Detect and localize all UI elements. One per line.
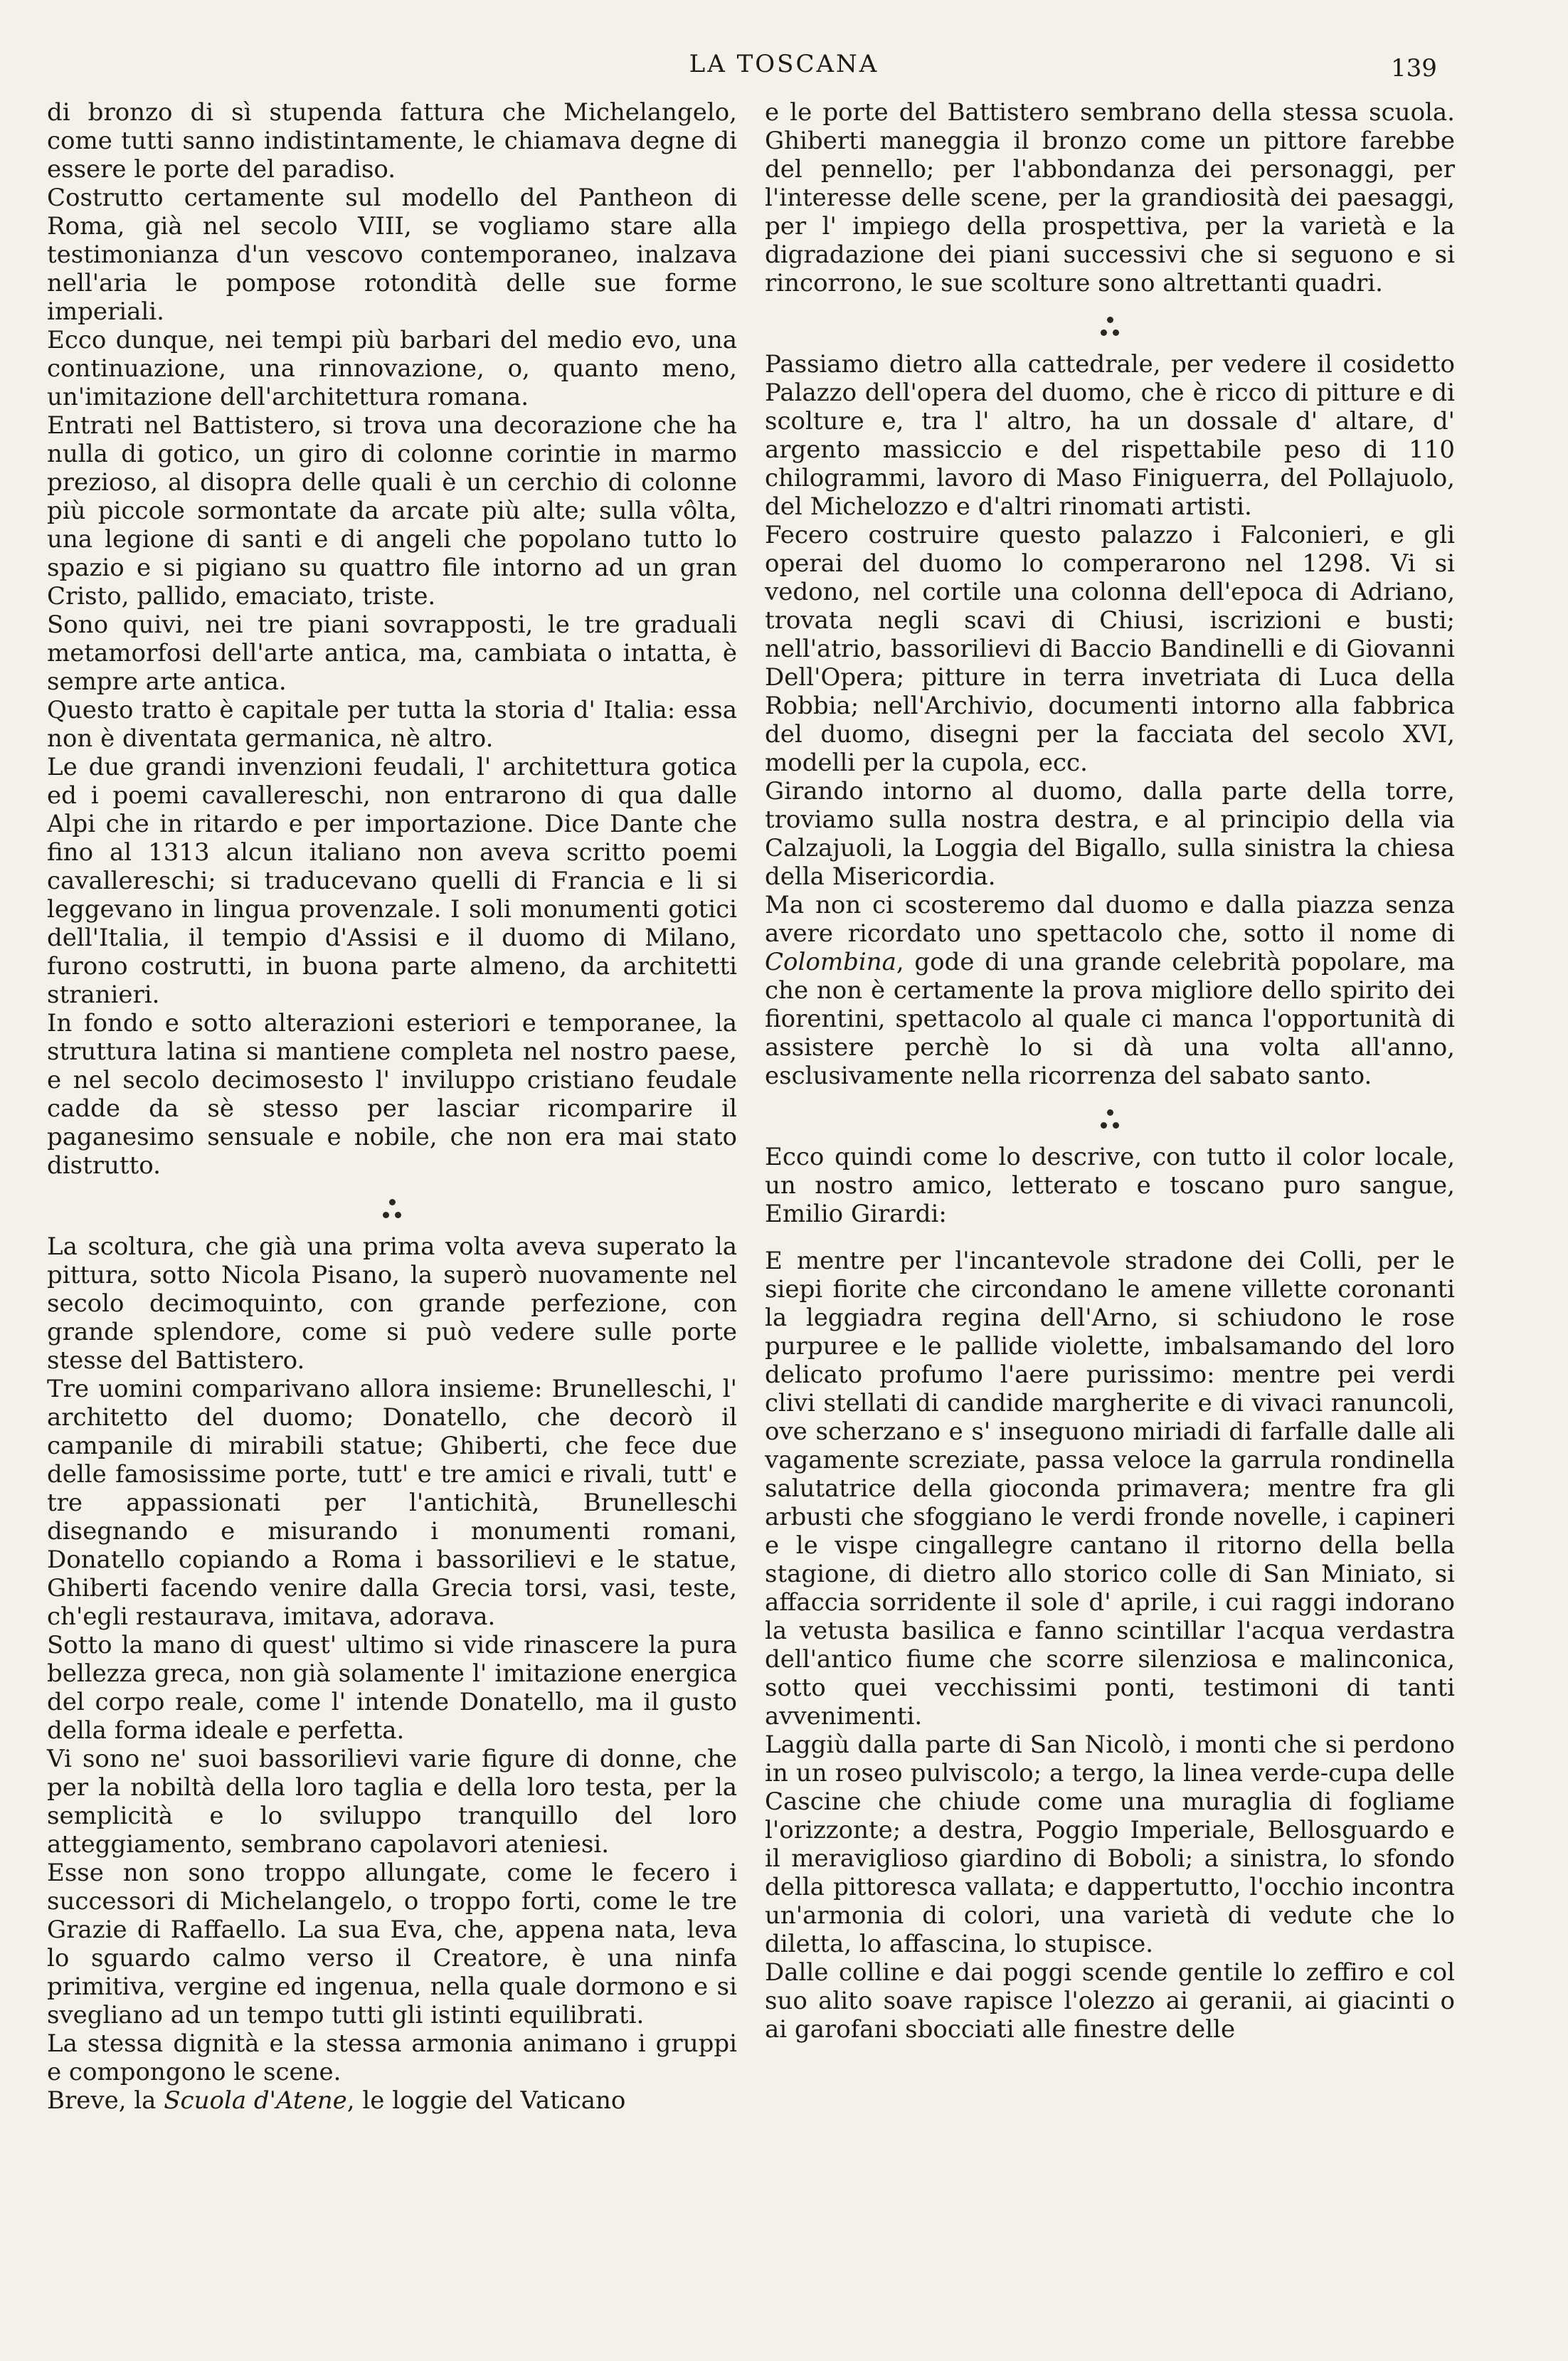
paragraph: Ecco quindi come lo descrive, con tutto il color locale, un nostro amico, letterato e toscano puro sangue, Emilio Girardi: bbox=[765, 1143, 1455, 1228]
italic-title: Scuola d'Atene bbox=[164, 2086, 347, 2115]
ornament-dot-icon bbox=[389, 1199, 396, 1205]
paragraph: Questo tratto è capitale per tutta la storia d' Italia: essa non è diventata germanica, nè altro. bbox=[47, 696, 737, 753]
paragraph: Esse non sono troppo allungate, come le fecero i successori di Michelangelo, o troppo forti, come le tre Grazie di Raffaello. La sua Eva, che, appena nata, leva lo sguardo calmo verso il Creatore, è una ninfa primitiva, vergine ed ingenua, nella quale dormono e si svegliano ad un tempo tutti gli istinti equilibrati. bbox=[47, 1859, 737, 2029]
paragraph: Sono quivi, nei tre piani sovrapposti, le tre graduali metamorfosi dell'arte antica, ma, cambiata o intatta, è sempre arte antica. bbox=[47, 611, 737, 696]
italic-name: Colombina bbox=[765, 948, 896, 976]
right-column bbox=[765, 98, 1455, 2044]
paragraph: Entrati nel Battistero, si trova una decorazione che ha nulla di gotico, un giro di colonne corintie in marmo prezioso, al disopra delle quali è un cerchio di colonne più piccole sormontate da arcate più alte; sulla vôlta, una legione di santi e di angeli che popolano tutto lo spazio e si pigiano su quattro file intorno ad un gran Cristo, pallido, emaciato, triste. bbox=[47, 411, 737, 611]
paragraph: Vi sono ne' suoi bassorilievi varie figure di donne, che per la nobiltà della loro taglia e della loro testa, per la semplicità e lo sviluppo tranquillo del loro atteggiamento, sembrano capolavori ateniesi. bbox=[47, 1745, 737, 1859]
ornament-dot-icon bbox=[1101, 329, 1107, 336]
quote-paragraph: Dalle colline e dai poggi scende gentile lo zeffiro e col suo alito soave rapisce l'olezzo ai geranii, ai giacinti o ai garofani sbocciati alle finestre delle bbox=[765, 1958, 1455, 2044]
ornament-dot-icon bbox=[1107, 317, 1113, 323]
paragraph bbox=[47, 2086, 737, 2115]
text-run: Ma non ci scosteremo dal duomo e dalla piazza senza avere ricordato uno spettacolo che, sotto il nome di bbox=[765, 891, 1455, 948]
ornament-dot-icon bbox=[1113, 1122, 1119, 1129]
paragraph: Girando intorno al duomo, dalla parte della torre, troviamo sulla nostra destra, e al principio della via Calzajuoli, la Loggia del Bigallo, sulla sinistra la chiesa della Misericordia. bbox=[765, 777, 1455, 891]
paragraph: La stessa dignità e la stessa armonia animano i gruppi e compongono le scene. bbox=[47, 2029, 737, 2086]
section-separator bbox=[47, 1194, 737, 1220]
ornament-dot-icon bbox=[1101, 1122, 1107, 1129]
section-separator bbox=[765, 312, 1455, 337]
paragraph: Passiamo dietro alla cattedrale, per vedere il cosidetto Palazzo dell'opera del duomo, che è ricco di pitture e di scolture e, tra l' altro, ha un dossale d' altare, d' argento massiccio e del rispettabile peso di 110 chilogrammi, lavoro di Maso Finiguerra, del Pollajuolo, del Michelozzo e d'altri rinomati artisti. bbox=[765, 350, 1455, 521]
quote-paragraph: Laggiù dalla parte di San Nicolò, i monti che si perdono in un roseo pulviscolo; a tergo, la linea verde-cupa delle Cascine che chiude come una muraglia di fogliame l'orizzonte; a destra, Poggio Imperiale, Bellosguardo e il meraviglioso giardino di Boboli; a sinistra, lo sfondo della pittoresca vallata; e dappertutto, l'occhio incontra un'armonia di colori, una varietà di vedute che lo diletta, lo affascina, lo stupisce. bbox=[765, 1731, 1455, 1958]
quotation bbox=[765, 1247, 1455, 2044]
ornament-dot-icon bbox=[383, 1212, 389, 1218]
paragraph: La scoltura, che già una prima volta aveva superato la pittura, sotto Nicola Pisano, la superò nuovamente nel secolo decimoquinto, con grande perfezione, con grande splendore, come si può vedere sulle porte stesse del Battistero. bbox=[47, 1232, 737, 1375]
text-run: , gode di una grande celebrità popolare, ma che non è certamente la prova migliore dello spirito dei fiorentini, spettacolo al quale ci manca l'opportunità di assistere perchè lo si dà una volta all'anno, esclusivamente nella ricorrenza del sabato santo. bbox=[765, 948, 1455, 1090]
quote-paragraph: E mentre per l'incantevole stradone dei Colli, per le siepi fiorite che circondano le amene villette coronanti la leggiadra regina dell'Arno, si schiudono le rose purpuree e le pallide violette, imbalsamando del loro delicato profumo l'aere purissimo: mentre pei verdi clivi stellati di candide margherite e di vivaci ranuncoli, ove scherzano e s' inseguono miriadi di farfalle dalle ali vagamente screziate, passa veloce la garrula rondinella salutatrice della gioconda primavera; mentre fra gli arbusti che sfoggiano le verdi fronde novelle, i capineri e le vispe cingallegre cantano il ritorno della bella stagione, di dietro allo storico colle di San Miniato, si affaccia sorridente il sole d' aprile, i cui raggi indorano la vetusta basilica e fanno scintillar l'acqua verdastra dell'antico fiume che scorre silenziosa e malinconica, sotto quei vecchissimi ponti, testimoni di tanti avvenimenti. bbox=[765, 1247, 1455, 1731]
section-separator bbox=[765, 1104, 1455, 1130]
left-column bbox=[47, 98, 737, 2115]
paragraph: di bronzo di sì stupenda fattura che Michelangelo, come tutti sanno indistintamente, le chiamava degne di essere le porte del paradiso. bbox=[47, 98, 737, 184]
ornament-dot-icon bbox=[1107, 1109, 1113, 1116]
running-title: LA TOSCANA bbox=[689, 50, 879, 78]
text-run: Breve, la bbox=[47, 2086, 164, 2115]
paragraph: Tre uomini comparivano allora insieme: Brunelleschi, l' architetto del duomo; Donatello, che decorò il campanile di mirabili statue; Ghiberti, che fece due delle famosissime porte, tutt' e tre amici e rivali, tutt' e tre appassionati per l'antichità, Brunelleschi disegnando e misurando i monumenti romani, Donatello copiando a Roma i bassorilievi e le statue, Ghiberti facendo venire dalla Grecia torsi, vasi, teste, ch'egli restaurava, imitava, adorava. bbox=[47, 1375, 737, 1631]
paragraph: Fecero costruire questo palazzo i Falconieri, e gli operai del duomo lo comperarono nel 1298. Vi si vedono, nel cortile una colonna dell'epoca di Adriano, trovata negli scavi di Chiusi, iscrizioni e busti; nell'atrio, bassorilievi di Baccio Bandinelli e di Giovanni Dell'Opera; pitture in terra invetriata di Luca della Robbia; nell'Archivio, documenti intorno alla fabbrica del duomo, disegni per la facciata del secolo XVI, modelli per la cupola, ecc. bbox=[765, 521, 1455, 777]
paragraph: e le porte del Battistero sembrano della stessa scuola. Ghiberti maneggia il bronzo come un pittore farebbe del pennello; per l'abbondanza dei personaggi, per l'interesse delle scene, per la grandiosità dei paesaggi, per l' impiego della prospettiva, per la varietà e la digradazione dei piani successivi che si seguono e si rincorrono, le sue scolture sono altrettanti quadri. bbox=[765, 98, 1455, 297]
paragraph: Sotto la mano di quest' ultimo si vide rinascere la pura bellezza greca, non già solamente l' imitazione energica del corpo reale, come l' intende Donatello, ma il gusto della forma ideale e perfetta. bbox=[47, 1631, 737, 1745]
ornament-dot-icon bbox=[1113, 329, 1119, 336]
paragraph: Costrutto certamente sul modello del Pantheon di Roma, già nel secolo VIII, se vogliamo stare alla testimonianza d'un vescovo contemporaneo, inalzava nell'aria le pompose rotondità delle sue forme imperiali. bbox=[47, 184, 737, 326]
ornament-dot-icon bbox=[395, 1212, 401, 1218]
paragraph bbox=[765, 891, 1455, 1090]
paragraph: Le due grandi invenzioni feudali, l' architettura gotica ed i poemi cavallereschi, non entrarono di qua dalle Alpi che in ritardo e per importazione. Dice Dante che fino al 1313 alcun italiano non aveva scritto poemi cavallereschi; si traducevano quelli di Francia e li si leggevano in lingua provenzale. I soli monumenti gotici dell'Italia, il tempio d'Assisi e il duomo di Milano, furono costrutti, in buona parte almeno, da architetti stranieri. bbox=[47, 753, 737, 1009]
paragraph: Ecco dunque, nei tempi più barbari del medio evo, una continuazione, una rinnovazione, o, quanto meno, un'imitazione dell'architettura romana. bbox=[47, 326, 737, 411]
paragraph: In fondo e sotto alterazioni esteriori e temporanee, la struttura latina si mantiene completa nel nostro paese, e nel secolo decimosesto l' inviluppo cristiano feudale cadde da sè stesso per lasciar ricomparire il paganesimo sensuale e nobile, che non era mai stato distrutto. bbox=[47, 1009, 737, 1180]
text-run: , le loggie del Vaticano bbox=[346, 2086, 626, 2115]
page-number: 139 bbox=[1391, 54, 1437, 83]
